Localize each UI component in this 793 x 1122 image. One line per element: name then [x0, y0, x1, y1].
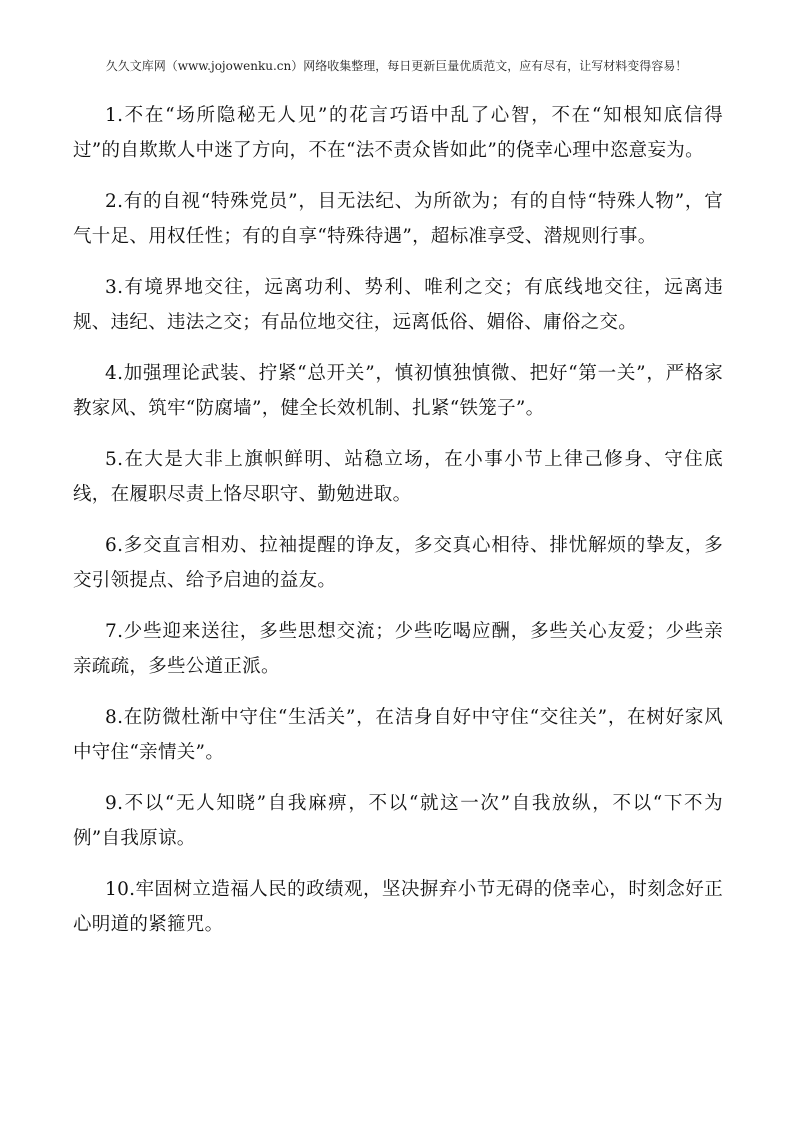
- paragraph-5: 5.在大是大非上旗帜鲜明、站稳立场，在小事小节上律己修身、守住底线，在履职尽责上恪尽职守、勤勉进取。: [73, 449, 723, 505]
- paragraph-2: 2.有的自视“特殊党员”，目无法纪、为所欲为；有的自恃“特殊人物”，官气十足、用权任性；有的自享“特殊待遇”，超标准享受、潜规则行事。: [73, 191, 723, 247]
- paragraph-4: 4.加强理论武装、拧紧“总开关”，慎初慎独慎微、把好“第一关”，严格家教家风、筑牢“防腐墙”，健全长效机制、扎紧“铁笼子”。: [73, 363, 723, 419]
- paragraph-7: 7.少些迎来送往，多些思想交流；少些吃喝应酬，多些关心友爱；少些亲亲疏疏，多些公道正派。: [73, 621, 723, 677]
- paragraph-10: 10.牢固树立造福人民的政绩观，坚决摒弃小节无碍的侥幸心，时刻念好正心明道的紧箍咒。: [73, 879, 723, 935]
- paragraph-8: 8.在防微杜渐中守住“生活关”，在洁身自好中守住“交往关”，在树好家风中守住“亲情关”。: [73, 707, 723, 763]
- paragraph-3: 3.有境界地交往，远离功利、势利、唯利之交；有底线地交往，远离违规、违纪、违法之交；有品位地交往，远离低俗、媚俗、庸俗之交。: [73, 277, 723, 333]
- page-header: 久久文库网（www.jojowenku.cn）网络收集整理，每日更新巨量优质范文，应有尽有，让写材料变得容易！: [105, 59, 688, 73]
- document-body: [73, 98, 723, 958]
- paragraph-6: 6.多交直言相劝、拉袖提醒的诤友，多交真心相待、排忧解烦的挚友，多交引领提点、给予启迪的益友。: [73, 535, 723, 591]
- paragraph-1: 1.不在“场所隐秘无人见”的花言巧语中乱了心智，不在“知根知底信得过”的自欺欺人中迷了方向，不在“法不责众皆如此”的侥幸心理中恣意妄为。: [73, 105, 723, 161]
- paragraph-9: 9.不以“无人知晓”自我麻痹，不以“就这一次”自我放纵，不以“下不为例”自我原谅。: [73, 793, 723, 849]
